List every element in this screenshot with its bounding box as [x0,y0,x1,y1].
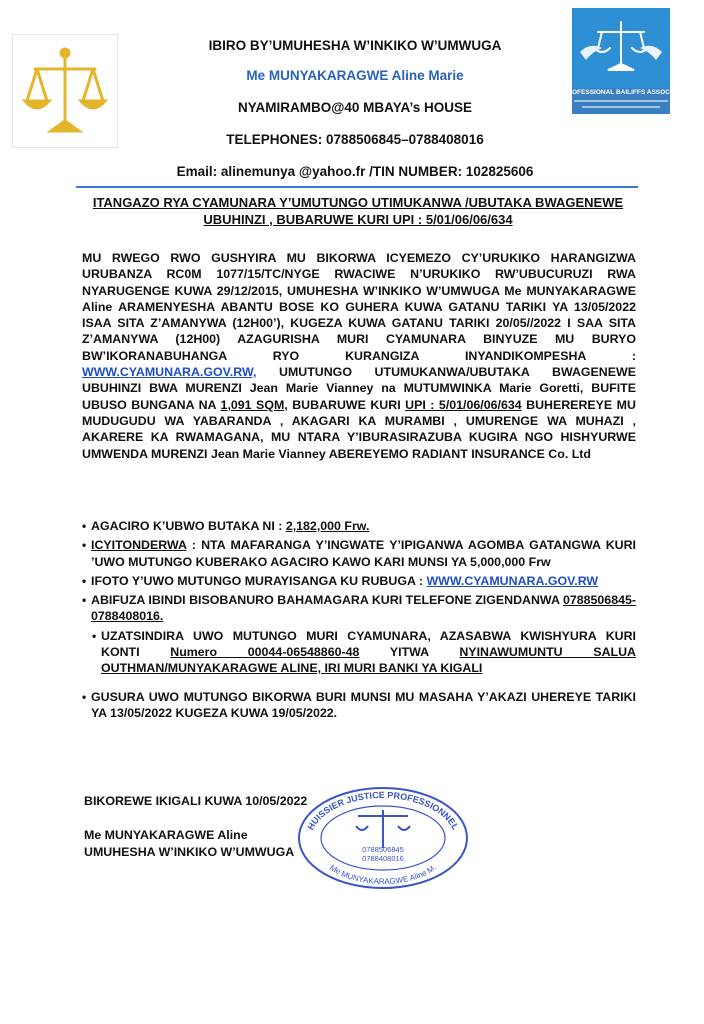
list-item [82,592,636,625]
body-text: MU RWEGO RWO GUSHYIRA MU BIKORWA ICYEMEZO CY’URUKIKO HARANGIZWA URUBANZA RC0M 1077/15/TC/NYGE RWACIWE N’URUKIKO RW’UBUCURUZI RWA NYARUGENGE KUWA 29/12/2015, UMUHESHA W’INKIKO W’UMWUGA Me MUNYAKARAGWE Aline ARAMENYESHA ABANTU BOSE KO GUHERA KUWA GATANU TARIKI YA 13/05/2022 ISAA SITA Z’AMANYWA (12H00’), KUGEZA KUWA GATANU TARIKI 20/05//2022 I SAA SITA Z’AMANYWA (12H00) AZAGURISHA MURI CYAMUNARA BINYUZE MU BURYO BW’IKORANABUHANGA RYO KURANGIZA INYANDIKOMPESHA : [82,251,636,363]
header-office: IBIRO BY’UMUHESHA W’INKIKO W’UMWUGA [208,38,502,53]
bailiffs-association-logo [572,8,682,114]
body-text: BUHEREREYE MU MUDUGUDU WA YABARANDA , AKAGARI KA MURAMBI , UMURENGE WA MUHAZI , AKARERE KA RWAMAGANA, MU NTARA Y’IBURASIRAZUBA KUGIRA NGO HISHYURWE UMWENDA MURENZI Jean Marie Vianney ABEREYEMO RADIANT INSURANCE Co. Ltd [82,397,636,461]
list-item [82,518,636,534]
bullet-label: ICYITONDERWA [91,538,187,553]
land-area: 1,091 SQM, [220,397,288,412]
list-item [82,689,636,722]
notice-body [82,250,636,462]
bullet-text: UZATSINDIRA UWO MUTUNGO MURI CYAMUNARA, AZASABWA KWISHYURA KURI KONTI [101,628,636,660]
header-name: Me MUNYAKARAGWE Aline Marie [246,68,464,83]
list-item [92,628,636,677]
bullet-text: : NTA MAFARANGA Y’INGWATE Y’IPIGANWA AGOMBA GATANGWA KURI ’UWO MUTUNGO KUBERAKO AGACIRO KAWO KARI MUNSI YA 5,000,000 Frw [91,538,636,569]
scales-of-justice-icon [13,35,117,147]
body-text: UMUTUNGO UTUMUKANWA/UBUTAKA BWAGENEWE UBUHINZI BWA MURENZI Jean Marie Vianney na MUTUMWINKA Marie Goretti, BUFITE UBUSO BUNGANA NA [82,365,636,412]
stamp-bottom-text: Me MUNYAKARAGWE Aline M. [328,862,438,887]
logo-band-line [582,106,660,108]
account-holder: NYINAWUMUNTU SALUA OUTHMAN/MUNYAKARAGWE ALINE, IRI MURI BANKI YA KIGALI [101,645,636,676]
signoff-role: UMUHESHA W’INKIKO W’UMWUGA [84,845,295,859]
cyamunara-link[interactable]: WWW.CYAMUNARA.GOV.RW [426,573,599,588]
upi-number: UPI : 5/01/06/06/634 [405,397,522,412]
stamp-phone: 0788506845 [362,845,404,854]
signoff-name: Me MUNYAKARAGWE Aline [84,828,248,842]
header-address: NYAMIRAMBO@40 MBAYA’s HOUSE [238,100,472,115]
cyamunara-link[interactable]: WWW.CYAMUNARA.GOV.RW, [82,365,257,380]
header-email: Email: alinemunya @yahoo.fr /TIN NUMBER: 102825606 [176,164,534,179]
list-item [82,573,636,589]
logo-band-text: OFESSIONAL BAILIFFS ASSOCIATI [572,89,682,96]
body-text: BUBARUWE KURI [292,397,401,412]
stamp-seal-icon [296,786,470,890]
scales-logo [12,34,118,148]
header-divider [76,186,638,188]
notice-title: ITANGAZO RYA CYAMUNARA Y’UMUTUNGO UTIMUKANWA /UBUTAKA BWAGENEWE UBUHINZI , BUBARUWE KURI UPI : 5/01/06/06/634 [92,195,624,227]
stamp-text: HUISSIER JUSTICE PROFESSIONNEL [305,789,461,832]
official-stamp [296,786,470,890]
bullet-text: IFOTO Y’UWO MUTUNGO MURAYISANGA KU RUBUGA : [91,573,424,588]
bullet-text: YITWA [389,645,429,660]
bullet-text: ABIFUZA IBINDI BISOBANURO BAHAMAGARA KURI TELEFONE ZIGENDANWA [91,593,560,608]
bullet-text: AGACIRO K’UBWO BUTAKA NI : [91,519,283,533]
contact-phones: 0788506845-0788408016. [91,593,636,624]
account-number: Numero 00044-06548860-48 [170,645,360,660]
stamp-phone: 0788408016 [362,854,404,863]
header-telephones: TELEPHONES: 0788506845–0788408016 [226,132,484,147]
signoff-date: BIKOREWE IKIGALI KUWA 10/05/2022 [84,794,308,808]
bullet-text: GUSURA UWO MUTUNGO BIKORWA BURI MUNSI MU MASAHA Y’AKAZI UHEREYE TARIKI YA 13/05/2022 KUGEZA KUWA 19/05/2022. [91,689,636,720]
notice-bullets [82,518,636,724]
land-value: 2,182,000 Frw. [285,519,370,533]
list-item [82,537,636,570]
